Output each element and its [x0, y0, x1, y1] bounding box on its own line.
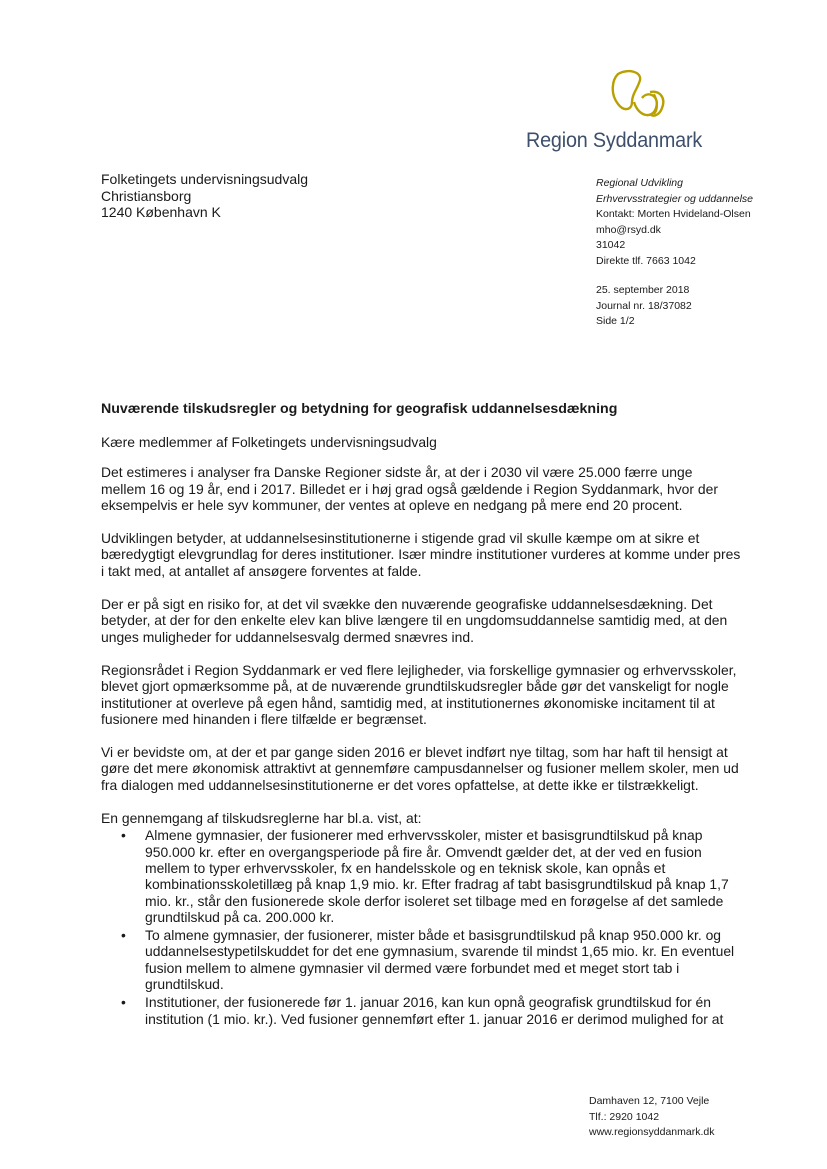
sender-email: mho@rsyd.dk [596, 223, 661, 236]
list-intro: En gennemgang af tilskudsreglerne har bl.a. vist, at: [101, 810, 422, 827]
bullet-icon: • [121, 994, 126, 1011]
page-number: Side 1/2 [596, 315, 635, 327]
recipient-line: Christiansborg [101, 187, 192, 204]
salutation: Kære medlemmer af Folketingets undervisningsudvalg [101, 434, 437, 450]
footer-street: Damhaven 12, 7100 Vejle [589, 1095, 710, 1107]
list-item-text: Almene gymnasier, der fusionerer med erhvervsskoler, mister et basisgrundtilskud på knap 950.000 kr. efter en overgangsperiode på fire år. Omvendt gælder det, at der ved en fusion mellem to typer erhvervsskoler, fx en handelsskole og en teknisk skole, kan opnås et kombinationsskoletillæg på knap 1,9 mio. kr. Efter fradrag af tabt basisgrundtilskud på knap 1,7 mio. kr., står den fusionerede skole derfor isoleret set tilbage med en forøgelse af det samlede grundtilskud på ca. 200.000 kr. [145, 827, 729, 925]
list-item [101, 994, 741, 1027]
footer-website: www.regionsyddanmark.dk [589, 1126, 715, 1138]
footer-phone: Tlf.: 2920 1042 [589, 1110, 660, 1123]
letter-body [101, 434, 741, 1029]
letter-meta [596, 283, 692, 330]
list-item [101, 827, 741, 925]
paragraph: Udviklingen betyder, at uddannelsesinstitutionerne i stigende grad vil skulle kæmpe om at sikre et bæredygtigt elevgrundlag for deres institutioner. Især mindre institutioner vurderes at komme under pres i takt med, at antallet af ansøgere forventes at falde. [101, 530, 741, 579]
paragraph: Der er på sigt en risiko for, at det vil svække den nuværende geografiske uddannelsesdækning. Det betyder, at der for den enkelte elev kan blive længere til en ungdomsuddannelse samtidig med, at den unges muligheder for uddannelsesvalg dermed snævres ind. [101, 596, 728, 645]
region-logo [526, 68, 703, 158]
sender-contact: Kontakt: Morten Hvideland-Olsen [596, 208, 751, 220]
paragraph: Vi er bevidste om, at der et par gange siden 2016 er blevet indført nye tiltag, som har haft til hensigt at gøre det mere økonomisk attraktivt at gennemføre campusdannelser og fusioner mellem skoler, men ud fra dialogen med uddannelsesinstitutionerne er det vores opfattelse, at dette ikke er tilstrækkeligt. [101, 744, 739, 793]
bullet-icon: • [121, 927, 126, 944]
letter-date: 25. september 2018 [596, 284, 690, 296]
sender-phone: Direkte tlf. 7663 1042 [596, 254, 696, 267]
footer-address [589, 1094, 714, 1141]
recipient-address [101, 171, 308, 221]
sender-department: Regional Udvikling [596, 177, 683, 189]
paragraph: Regionsrådet i Region Syddanmark er ved flere lejligheder, via forskellige gymnasier og erhvervsskoler, blevet gjort opmærksomme på, at de nuværende grundtilskudsregler både gør det vanskeligt for nogle institutioner at overleve på egen hånd, samtidig med, at institutionernes økonomiske incitament til at fusionere med hinanden i flere tilfælde er begrænset. [101, 661, 737, 727]
sender-number: 31042 [596, 239, 626, 251]
journal-number: Journal nr. 18/37082 [596, 299, 692, 312]
sender-unit: Erhvervsstrategier og uddannelse [596, 192, 754, 205]
region-syddanmark-logo-icon [608, 68, 670, 124]
sender-info [596, 176, 753, 269]
bullet-list [101, 827, 741, 1027]
paragraph: Det estimeres i analyser fra Danske Regioner sidste år, at der i 2030 vil være 25.000 færre unge mellem 16 og 19 år, end i 2017. Billedet er i høj grad også gældende i Region Syddanmark, hvor der eksempelvis er hele syv kommuner, der ventes at opleve en nedgang på mere end 20 procent. [101, 464, 718, 513]
recipient-line: 1240 København K [101, 204, 221, 220]
list-item-text: To almene gymnasier, der fusionerer, mister både et basisgrundtilskud på knap 950.000 kr. og uddannelsestypetilskuddet for det ene gymnasium, svarende til mindst 1,65 mio. kr. En eventuel fusion mellem to almene gymnasier vil dermed være forbundet med et meget stort tab i grundtilskud. [145, 927, 735, 993]
bullet-icon: • [121, 827, 126, 844]
letter-subject: Nuværende tilskudsregler og betydning for geografisk uddannelsesdækning [101, 401, 618, 417]
logo-text: Region Syddanmark [526, 128, 703, 152]
list-item [101, 927, 741, 992]
recipient-line: Folketingets undervisningsudvalg [101, 171, 309, 187]
list-item-text: Institutioner, der fusionerede før 1. januar 2016, kan kun opnå geografisk grundtilskud for én institution (1 mio. kr.). Ved fusioner gennemført efter 1. januar 2016 er derimod mulighed for at [145, 994, 724, 1027]
